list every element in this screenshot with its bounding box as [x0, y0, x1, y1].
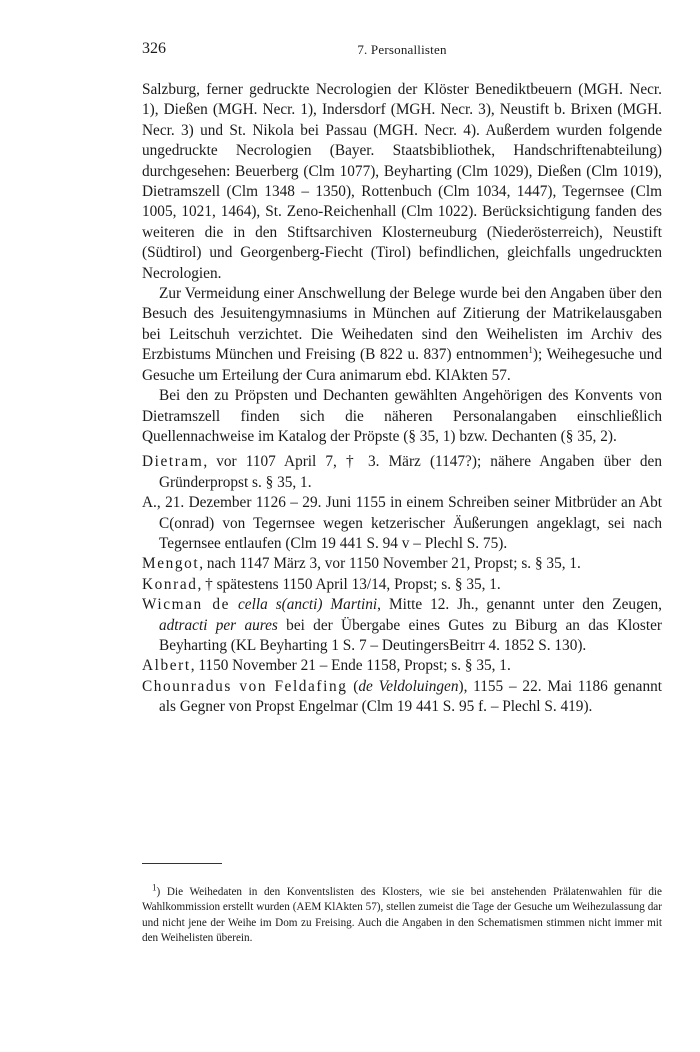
footnote-marker: 1	[152, 882, 157, 893]
italic-phrase: cella s(ancti) Martini	[238, 596, 378, 614]
paragraph-sources-text-cont: ); Weihegesuche und Gesuche um Erteilung der Cura animarum ebd. KlAkten 57.	[142, 346, 662, 384]
footnote	[142, 882, 662, 946]
list-item	[142, 575, 662, 595]
running-title: 7. Personallisten	[357, 42, 447, 57]
italic-phrase: adtracti per aures	[159, 616, 278, 634]
list-item	[142, 452, 662, 493]
list-item	[142, 493, 662, 554]
entry-text: , Mitte 12. Jh., genannt unter den Zeugen,	[377, 596, 662, 614]
person-name: Konrad	[142, 575, 198, 593]
list-item: Chounradus von Feldafing (de Veldoluingen), 1155 – 22. Mai 1186 genannt als Gegner von Propst Engelmar (Clm 19 441 S. 95 f. – Plechl S. 419).	[142, 677, 662, 716]
list-item	[142, 656, 662, 676]
list-item	[142, 595, 662, 656]
paragraph-sources-text: Zur Vermeidung einer Anschwellung der Belege wurde bei den Angaben über den Besuch des Jesuitengymnasiums in München auf Zitierung der Matrikelausgaben bei Leitschuh verzichtet. Die Weihedaten sind den Weihelisten im Archiv des Erzbistums München und Freising (B 822 u. 837) entnommen	[142, 285, 662, 364]
person-list	[142, 452, 662, 717]
entry-text-cont: bei der Übergabe eines Gutes zu Biburg an das Kloster Beyharting (KL Beyharting 1 S. 7 – DeutingersBeitrr 4. 1852 S. 130).	[159, 616, 662, 654]
italic-phrase: de Veldoluingen	[358, 677, 459, 695]
list-item	[142, 554, 662, 574]
person-name: Mengot	[142, 555, 200, 573]
paragraph-sources	[142, 284, 662, 386]
person-name: Chounradus von Feldafing	[142, 677, 348, 695]
entry-text: A., 21. Dezember 1126 – 29. Juni 1155 in einem Schreiben seiner Mitbrüder an Abt C(onrad) von Tegernsee wegen ketzerischer Äußerungen angeklagt, sei nach Tegernsee entlaufen (Clm 19 441 S. 94 v – Plechl S. 75).	[142, 494, 662, 552]
paragraph-necrologies: Salzburg, ferner gedruckte Necrologien der Klöster Benediktbeuern (MGH. Necr. 1), Dießen (MGH. Necr. 1), Indersdorf (MGH. Necr. 3), Neustift b. Brixen (MGH. Necr. 3) und St. Nikola bei Passau (MGH. Necr. 4). Außerdem wurden folgende ungedruckte Necrologien (Bayer. Staatsbibliothek, Handschriftenabteilung) durchgesehen: Beuerberg (Clm 1077), Beyharting (Clm 1029), Dießen (Clm 1019), Dietramszell (Clm 1348 – 1350), Rottenbuch (Clm 1034, 1447), Tegernsee (Clm 1005, 1021, 1464), St. Zeno-Reichenhall (Clm 1022). Berücksichtigung fanden des weiteren die in den Stiftsarchiven Klosterneuburg (Niederösterreich), Neustift (Südtirol) und Georgenberg-Fiecht (Tirol) befindlichen, gleichfalls ungedruckten Necrologien.	[142, 81, 662, 282]
footnote-divider	[142, 863, 222, 864]
entry-text: , 1150 November 21 – Ende 1158, Propst; s. § 35, 1.	[190, 657, 511, 675]
entry-text: , nach 1147 März 3, vor 1150 November 21, Propst; s. § 35, 1.	[199, 555, 581, 573]
person-name: Albert	[142, 657, 191, 675]
paragraph-provosts: Bei den zu Pröpsten und Dechanten gewählten Angehörigen des Konvents von Dietramszell finden sich die näheren Personalangaben einschließlich Quellennachweise im Katalog der Pröpste (§ 35, 1) bzw. Dechanten (§ 35, 2).	[142, 387, 662, 445]
footnote-text: ) Die Weihedaten in den Konventslisten des Klosters, wie sie bei anstehenden Prälatenwahlen für die Wahlkommission erstellt wurden (AEM KlAkten 57), stellen zumeist die Tage der Gesuche um Weihezulassung dar und nicht jene der Weihe im Dom zu Freising. Auch die Angaben in den Schematismen stimmen nicht immer mit den Weihelisten überein.	[142, 886, 662, 944]
entry-text: , † spätestens 1150 April 13/14, Propst; s. § 35, 1.	[197, 575, 501, 593]
person-name: Wicman de	[142, 596, 231, 614]
entry-text: , vor 1107 April 7, † 3. März (1147?); nähere Angaben über den Gründerpropst s. § 35, 1.	[159, 453, 662, 491]
page-number: 326	[142, 40, 166, 57]
page-header	[142, 40, 662, 62]
footnote-reference[interactable]: 1	[528, 345, 533, 356]
body-text	[142, 80, 662, 718]
person-name: Dietram	[142, 453, 204, 471]
entry-text: ), 1155 – 22. Mai 1186 genannt als Gegner von Propst Engelmar (Clm 19 441 S. 95 f. – Plechl S. 419).	[159, 677, 662, 716]
